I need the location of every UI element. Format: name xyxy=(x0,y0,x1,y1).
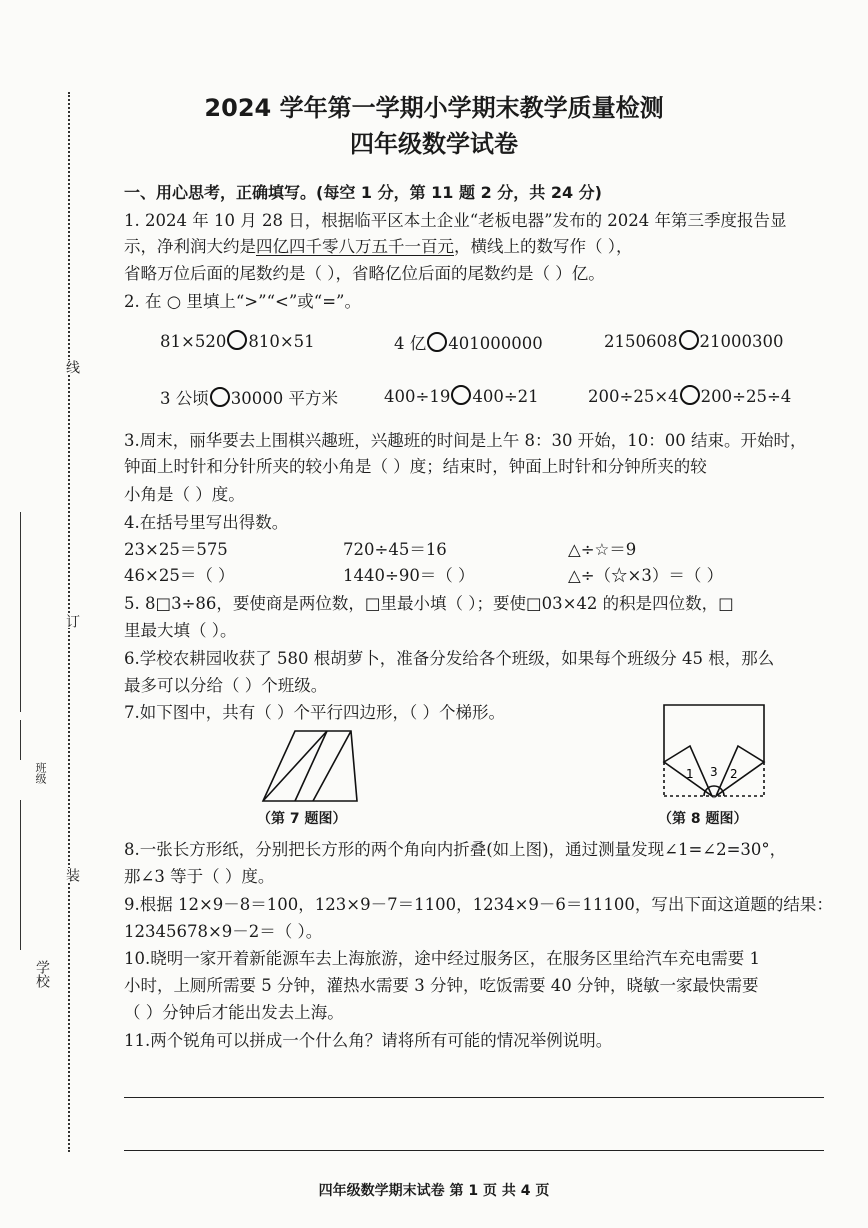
q9-line1: 9.根据 12×9－8＝100，123×9－7＝1100，1234×9－6＝11100，写出下面这道题的结果： xyxy=(124,895,833,914)
q8-line1: 8.一张长方形纸，分别把长方形的两个角向内折叠(如上图)，通过测量发现∠1=∠2=30°， xyxy=(124,840,787,859)
q4-title: 4.在括号里写出得数。 xyxy=(124,513,289,532)
page-footer: 四年级数学期末试卷 第 1 页 共 4 页 xyxy=(318,1183,550,1199)
q4-r2c3: △÷（☆×3）＝（ ） xyxy=(568,566,724,585)
fig8-angle2-label: 2 xyxy=(730,767,738,781)
q4-r2c1: 46×25＝（ ） xyxy=(124,566,235,585)
q2-title: 2. 在 ○ 里填上“>”“<”或“=”。 xyxy=(124,292,361,311)
binding-label-xian: 线 xyxy=(64,360,80,374)
section-heading: 一、用心思考，正确填写。(每空 1 分，第 11 题 2 分，共 24 分) xyxy=(124,183,602,202)
q11-answer-line-1[interactable] xyxy=(124,1097,824,1098)
compare-circle[interactable] xyxy=(679,330,699,350)
q11-answer-line-2[interactable] xyxy=(124,1150,824,1151)
q10-line2: 小时，上厕所需要 5 分钟，灌热水需要 3 分钟，吃饭需要 40 分钟，晓敏一家最快需要 xyxy=(124,976,759,995)
q1-line2: 示，净利润大约是四亿四千零八万五千一百元，横线上的数写作（ ）， xyxy=(124,237,633,256)
q1-line1: 1. 2024 年 10 月 28 日，根据临平区本土企业“老板电器”发布的 2024 年第三季度报告显 xyxy=(124,211,787,230)
q2-item-3: 2150608 21000300 xyxy=(604,332,784,351)
q6-line1: 6.学校农耕园收获了 580 根胡萝卜，准备分发给各个班级，如果每个班级分 45 根，那么 xyxy=(124,649,775,668)
figure-7-parallelograms xyxy=(255,725,375,805)
q10-line3: （ ）分钟后才能出发去上海。 xyxy=(124,1003,344,1022)
q2-item-6: 200÷25×4 200÷25÷4 xyxy=(588,387,792,406)
q1-underlined-number: 四亿四千零八万五千一百元 xyxy=(256,237,454,256)
figure-8-folded-rectangle xyxy=(660,702,770,802)
q3-line1: 3.周末，丽华要去上围棋兴趣班，兴趣班的时间是上午 8：30 开始，10：00 结束。开始时， xyxy=(124,431,807,450)
name-blank-line[interactable] xyxy=(20,720,22,760)
q7-line1: 7.如下图中，共有（ ）个平行四边形，（ ）个梯形。 xyxy=(124,703,505,722)
q2-item-4: 3 公顷 30000 平方米 xyxy=(160,389,338,408)
school-label: 学校 xyxy=(34,960,50,988)
compare-circle[interactable] xyxy=(451,385,471,405)
q11-line1: 11.两个锐角可以拼成一个什么角？请将所有可能的情况举例说明。 xyxy=(124,1031,613,1050)
figure-7-caption: （第 7 题图） xyxy=(257,811,347,827)
compare-circle[interactable] xyxy=(210,387,230,407)
q1-line3: 省略万位后面的尾数约是（ ），省略亿位后面的尾数约是（ ）亿。 xyxy=(124,264,605,283)
q9-line2: 12345678×9－2＝（ ）。 xyxy=(124,922,323,941)
figure-8-caption: （第 8 题图） xyxy=(658,811,748,827)
q2-item-2: 4 亿 401000000 xyxy=(394,334,543,353)
fig8-angle1-label: 1 xyxy=(686,767,694,781)
q4-r1c3: △÷☆＝9 xyxy=(568,540,637,559)
q4-r1c2: 720÷45＝16 xyxy=(343,540,447,559)
q4-r2c2: 1440÷90＝（ ） xyxy=(343,566,475,585)
school-blank-line[interactable] xyxy=(20,800,22,950)
q3-line3: 小角是（ ）度。 xyxy=(124,485,245,504)
q3-line2: 钟面上时针和分针所夹的较小角是（ ）度；结束时，钟面上时针和分钟所夹的较 xyxy=(124,457,707,476)
class-label: 班级 xyxy=(34,762,47,784)
compare-circle[interactable] xyxy=(680,385,700,405)
binding-label-ding: 订 xyxy=(64,614,80,628)
binding-label-zhuang: 装 xyxy=(64,868,80,882)
q4-r1c1: 23×25＝575 xyxy=(124,540,228,559)
exam-subtitle: 四年级数学试卷 xyxy=(350,130,518,158)
fig8-angle3-label: 3 xyxy=(710,765,718,779)
q8-line2: 那∠3 等于（ ）度。 xyxy=(124,867,275,886)
q2-item-1: 81×520 810×51 xyxy=(160,332,315,351)
compare-circle[interactable] xyxy=(427,332,447,352)
q5-line2: 里最大填（ ）。 xyxy=(124,621,237,640)
q2-item-5: 400÷19 400÷21 xyxy=(384,387,539,406)
class-blank-line[interactable] xyxy=(20,512,22,712)
q10-line1: 10.晓明一家开着新能源车去上海旅游，途中经过服务区，在服务区里给汽车充电需要 1 xyxy=(124,949,760,968)
exam-title: 2024 学年第一学期小学期末教学质量检测 xyxy=(204,94,664,122)
q6-line2: 最多可以分给（ ）个班级。 xyxy=(124,676,328,695)
compare-circle[interactable] xyxy=(227,330,247,350)
q5-line1: 5. 8□3÷86，要使商是两位数，□里最小填（ ）；要使□03×42 的积是四位数，□ xyxy=(124,594,734,613)
